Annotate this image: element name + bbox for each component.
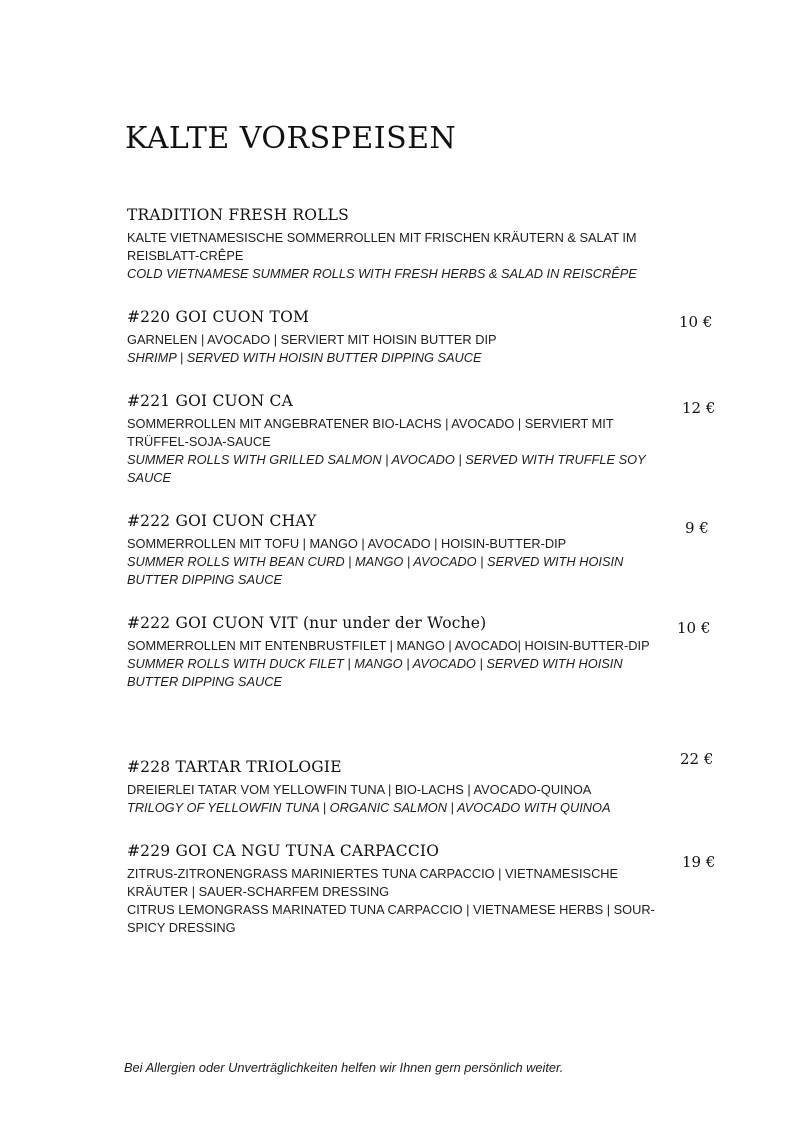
menu-item-description-en: SUMMER ROLLS WITH GRILLED SALMON | AVOCADO | SERVED WITH TRUFFLE SOY SAUCE xyxy=(127,452,646,485)
menu-item-name: #228 TARTAR TRIOLOGIE xyxy=(127,758,342,776)
menu-item-description-en: COLD VIETNAMESE SUMMER ROLLS WITH FRESH HERBS & SALAD IN REISCRÊPE xyxy=(127,266,637,281)
menu-item xyxy=(127,614,657,691)
menu-item xyxy=(127,512,657,589)
menu-item-price: 9 € xyxy=(685,519,709,537)
menu-item xyxy=(127,206,657,283)
menu-item-name: #222 GOI CUON VIT (nur under der Woche) xyxy=(127,614,487,632)
menu-item-price: 19 € xyxy=(682,853,716,871)
allergy-note: Bei Allergien oder Unverträglichkeiten helfen wir Ihnen gern persönlich weiter. xyxy=(124,1060,564,1075)
menu-item-description-en: SUMMER ROLLS WITH DUCK FILET | MANGO | AVOCADO | SERVED WITH HOISIN BUTTER DIPPING SAUCE xyxy=(127,656,623,689)
menu-item-description-de: SOMMERROLLEN MIT TOFU | MANGO | AVOCADO | HOISIN-BUTTER-DIP xyxy=(127,536,567,551)
menu-item-name: #221 GOI CUON CA xyxy=(127,392,294,410)
menu-item-price: 22 € xyxy=(680,750,714,768)
menu-item-description-en: CITRUS LEMONGRASS MARINATED TUNA CARPACCIO | VIETNAMESE HERBS | SOUR-SPICY DRESSING xyxy=(127,902,655,935)
menu-item-description-de: SOMMERROLLEN MIT ENTENBRUSTFILET | MANGO | AVOCADO| HOISIN-BUTTER-DIP xyxy=(127,638,650,653)
page-title: KALTE VORSPEISEN xyxy=(125,121,457,156)
menu-item-description-de: DREIERLEI TATAR VOM YELLOWFIN TUNA | BIO-LACHS | AVOCADO-QUINOA xyxy=(127,782,592,797)
menu-item-price: 10 € xyxy=(679,313,713,331)
menu-item-price: 10 € xyxy=(677,619,711,637)
menu-item-description-en: TRILOGY OF YELLOWFIN TUNA | ORGANIC SALMON | AVOCADO WITH QUINOA xyxy=(127,800,611,815)
menu-item xyxy=(127,842,657,937)
menu-item-name: TRADITION FRESH ROLLS xyxy=(127,206,349,224)
menu-item-name: #220 GOI CUON TOM xyxy=(127,308,310,326)
menu-item-description-de: KALTE VIETNAMESISCHE SOMMERROLLEN MIT FRISCHEN KRÄUTERN & SALAT IM REISBLATT-CRÊPE xyxy=(127,230,637,263)
menu-item xyxy=(127,758,657,817)
menu-item-description-en: SUMMER ROLLS WITH BEAN CURD | MANGO | AVOCADO | SERVED WITH HOISIN BUTTER DIPPING SAUCE xyxy=(127,554,624,587)
menu-item-price: 12 € xyxy=(682,399,716,417)
menu-item-name: #222 GOI CUON CHAY xyxy=(127,512,317,530)
menu-item xyxy=(127,392,657,487)
menu-item-description-de: ZITRUS-ZITRONENGRASS MARINIERTES TUNA CARPACCIO | VIETNAMESISCHE KRÄUTER | SAUER-SCHARFEM DRESSING xyxy=(127,866,619,899)
menu-item-description-de: GARNELEN | AVOCADO | SERVIERT MIT HOISIN BUTTER DIP xyxy=(127,332,497,347)
menu-item xyxy=(127,308,657,367)
menu-item-description-de: SOMMERROLLEN MIT ANGEBRATENER BIO-LACHS | AVOCADO | SERVIERT MIT TRÜFFEL-SOJA-SAUCE xyxy=(127,416,614,449)
menu-item-description-en: SHRIMP | SERVED WITH HOISIN BUTTER DIPPING SAUCE xyxy=(127,350,482,365)
menu-item-name: #229 GOI CA NGU TUNA CARPACCIO xyxy=(127,842,440,860)
